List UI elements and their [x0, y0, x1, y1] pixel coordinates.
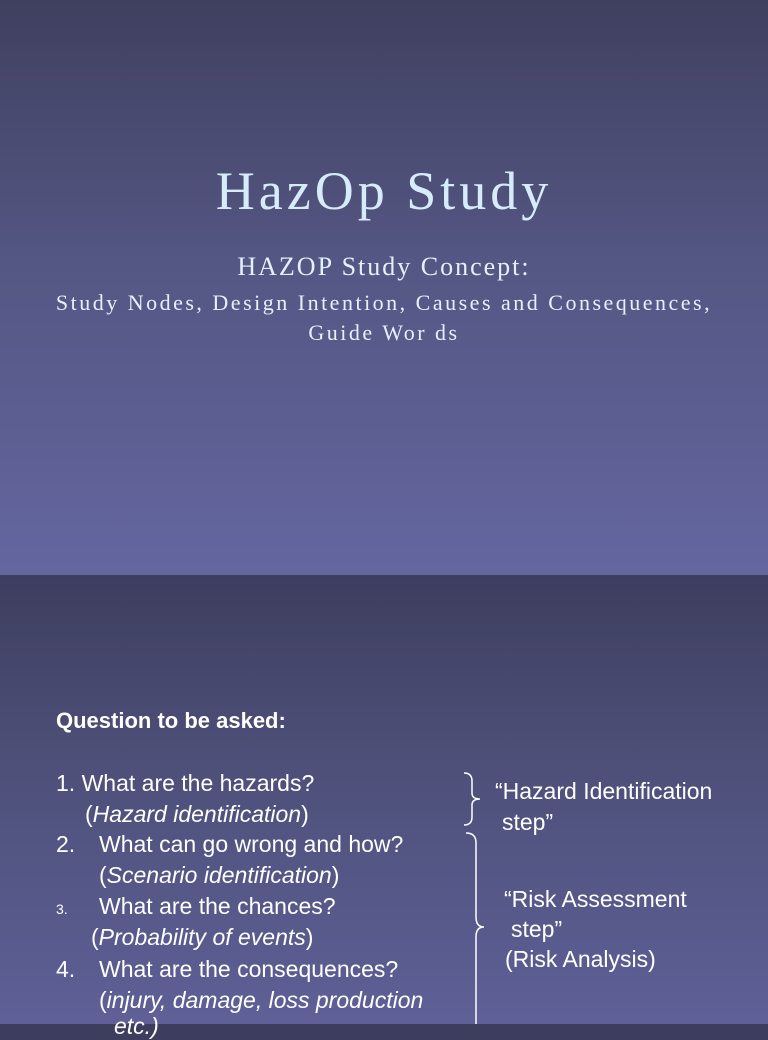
hazard-step-label-line1: “Hazard Identification [495, 778, 713, 804]
question-3-note: (Probability of events) [91, 924, 314, 950]
question-2-note: (Scenario identification) [99, 862, 340, 888]
question-3-number: 3. [56, 901, 68, 917]
question-1-text: What are the hazards? [81, 770, 315, 796]
question-4-note-cont: etc.) [114, 1013, 159, 1039]
question-4-note: (injury, damage, loss production [99, 987, 424, 1013]
hazard-step-label-line2: step” [502, 809, 554, 835]
question-4-number: 4. [56, 956, 76, 982]
question-4-note-text: injury, damage, loss production [106, 987, 424, 1013]
question-3-text: What are the chances? [99, 893, 336, 919]
question-1-note: (Hazard identification) [85, 801, 309, 827]
question-2-number: 2. [56, 831, 76, 857]
question-2-text: What can go wrong and how? [99, 831, 404, 857]
slide-title: HazOp Study [215, 161, 553, 221]
question-2-note-text: Scenario identification [106, 862, 332, 888]
hazard-bracket-icon [460, 771, 486, 827]
subtitle-line-3: Guide Wor ds [308, 320, 460, 345]
question-1-number: 1. [56, 770, 76, 796]
slide-subtitle-detail [0, 288, 768, 348]
risk-step-label-line3: (Risk Analysis) [505, 946, 656, 972]
question-1 [56, 770, 314, 797]
questions-slide [0, 575, 768, 1039]
risk-step-label-line1: “Risk Assessment [504, 886, 687, 912]
risk-step-label-line2: step” [511, 916, 563, 942]
slide-subtitle: HAZOP Study Concept: [237, 252, 531, 281]
question-3-note-text: Probability of events [98, 924, 306, 950]
question-4-text: What are the consequences? [99, 956, 399, 982]
questions-heading: Question to be asked: [56, 708, 286, 733]
question-1-note-text: Hazard identification [92, 801, 302, 827]
subtitle-line-2: Study Nodes, Design Intention, Causes and Consequences, [55, 290, 713, 315]
risk-bracket-icon [462, 831, 488, 1024]
